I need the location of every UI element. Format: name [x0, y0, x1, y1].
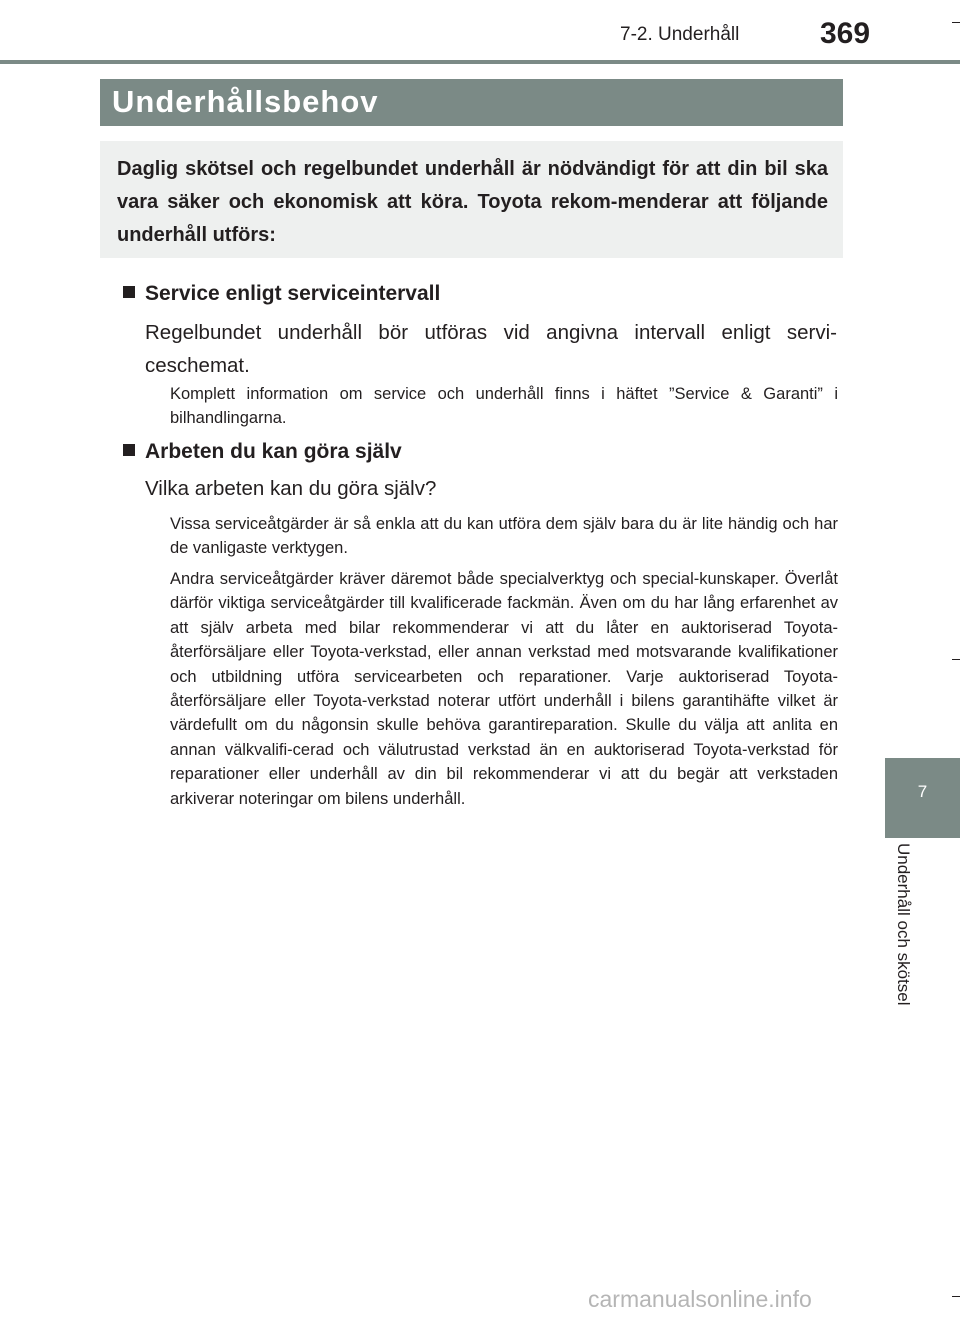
crop-mark	[952, 1296, 960, 1297]
page-title: Underhållsbehov	[112, 84, 379, 119]
section-paragraph: Komplett information om service och underhåll finns i häftet ”Service & Garanti” i bilhandlingarna.	[170, 385, 838, 428]
square-bullet-icon	[123, 286, 135, 298]
watermark: carmanualsonline.info	[588, 1286, 812, 1312]
section-heading	[123, 440, 402, 464]
title-bar	[100, 79, 843, 126]
crop-mark	[952, 22, 960, 23]
section-heading-text: Arbeten du kan göra själv	[145, 440, 402, 463]
crop-mark	[952, 659, 960, 660]
chapter-label-wrap	[893, 843, 923, 1043]
section-lead: Regelbundet underhåll bör utföras vid angivna intervall enligt servi-ceschemat.	[145, 321, 837, 377]
header-rule	[0, 60, 960, 64]
intro-box	[100, 141, 843, 258]
section-heading	[123, 282, 440, 306]
section-paragraph: Vissa serviceåtgärder är så enkla att du kan utföra dem själv bara du är lite händig och har de vanligaste verktygen.	[170, 515, 838, 558]
chapter-label: Underhåll och skötsel	[894, 843, 913, 1006]
chapter-number: 7	[917, 782, 928, 801]
intro-text: Daglig skötsel och regelbundet underhåll är nödvändigt för att din bil ska vara säker och ekonomisk att köra. Toyota rekom-menderar att följande underhåll utförs:	[117, 158, 828, 246]
chapter-tab	[885, 758, 960, 838]
section-lead: Vilka arbeten kan du göra själv?	[145, 477, 437, 500]
square-bullet-icon	[123, 444, 135, 456]
page-number: 369	[820, 17, 871, 50]
section-heading-text: Service enligt serviceintervall	[145, 282, 441, 305]
section-paragraph: Andra serviceåtgärder kräver däremot både specialverktyg och special-kunskaper. Överlåt därför viktiga serviceåtgärder till kvalificerade fackmän. Även om du har lång erfarenhet av att själv arbeta med bilar rekommenderar vi att du låter en auktoriserad Toyota-återförsäljare eller Toyota-verkstad, eller annan verkstad med motsvarande kvalifikationer och utbildning utföra servicearbeten och reparationer. Varje auktoriserad Toyota-återförsäljare eller Toyota-verkstad noterar utfört underhåll i bilens garantihäfte vilket är värdefullt om du någonsin skulle behöva garantireparation. Skulle du välja att anlita en annan välkvalifi-cerad och välutrustad verkstad än en auktoriserad Toyota-verkstad för reparationer eller underhåll av din bil rekommenderar vi att du begär att verkstaden arkiverar noteringar om bilens underhåll.	[170, 570, 838, 808]
header-section-title: 7-2. Underhåll	[620, 24, 740, 45]
